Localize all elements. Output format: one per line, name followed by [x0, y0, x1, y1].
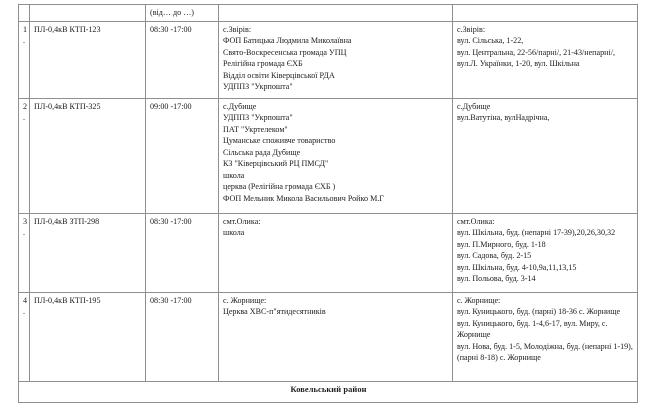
header-cell-line [30, 5, 146, 22]
table-header-row [19, 5, 638, 22]
object-line: школа [223, 170, 245, 180]
header-cell-objects [219, 5, 453, 22]
object-line: Релігійна громада ЄХБ [223, 59, 303, 69]
street-line: вул. Шкільна, буд. 4-10,9а,11,13,15 [457, 262, 577, 272]
object-line: ФОП Батицька Людмила Миколаївна [223, 36, 352, 46]
object-line: с.Дубище [223, 102, 257, 111]
object-line: школа [223, 228, 245, 238]
street-line: вул. Садова, буд. 2-15 [457, 251, 532, 261]
table-row [19, 214, 638, 293]
row-line-name: ПЛ-0,4кВ КТП-325 [30, 99, 146, 214]
row-time-range: 08:30 -17:00 [146, 293, 219, 382]
row-time-range: 08:30 -17:00 [146, 22, 219, 99]
object-line: с. Жорнище: [223, 296, 267, 305]
row-streets [453, 99, 638, 214]
table-footer-row [19, 382, 638, 403]
object-line: Сільська рада Дубище [223, 147, 301, 157]
street-line: вул. Центральна, 22-56/парні/, 21-43/непарні/, [457, 47, 615, 57]
object-line: УДППЗ "Укрпошта" [223, 113, 293, 123]
row-streets [453, 214, 638, 293]
row-objects [219, 22, 453, 99]
row-time-range: 08:30 -17:00 [146, 214, 219, 293]
header-cell-streets [453, 5, 638, 22]
row-objects [219, 293, 453, 382]
district-footer-cell [19, 382, 638, 403]
row-line-name: ПЛ-0,4кВ КТП-195 [30, 293, 146, 382]
object-line: церква (Релігійна громада ЄХБ ) [223, 182, 336, 192]
row-streets [453, 22, 638, 99]
table-row [19, 293, 638, 382]
street-line: с.Звірів: [457, 25, 486, 34]
row-line-name: ПЛ-0,4кВ КТП-123 [30, 22, 146, 99]
table-row [19, 99, 638, 214]
street-line: вул. Нова, буд. 1-5, Молодіжна, буд. (непарні 1-19), (парні 8-18) с. Жорнище [457, 341, 633, 363]
row-line-name: ПЛ-0,4кВ ЗТП-298 [30, 214, 146, 293]
street-line: вул.Ватутіна, вулНадрічна, [457, 113, 550, 123]
object-line: смт.Олика: [223, 217, 261, 226]
street-line: вул. Куницького, буд. (парні) 18-36 с. Жорнище [457, 307, 621, 317]
street-line: с. Жорнище: [457, 296, 501, 305]
row-objects [219, 99, 453, 214]
object-line: с.Звірів: [223, 25, 252, 34]
street-line: вул.Л. Українки, 1-20, вул. Шкільна [457, 59, 580, 69]
object-line: Цуманське споживче товариство [223, 136, 336, 146]
district-label: Ковельський район [290, 385, 367, 394]
object-line: ФОП Мельник Микола Васильович Ройко М.Г [223, 193, 384, 203]
row-number: 3. [19, 214, 30, 293]
street-line: вул. Польова, буд. 3-14 [457, 274, 536, 284]
object-line: УДППЗ "Укрпошта" [223, 82, 293, 92]
street-line: смт.Олика: [457, 217, 495, 226]
street-line: с.Дубище [457, 102, 491, 111]
row-streets [453, 293, 638, 382]
header-cell-time-range: (від… до …) [146, 5, 219, 22]
object-line: Відділ освіти Ківерцівської РДА [223, 70, 335, 80]
row-number: 2. [19, 99, 30, 214]
row-number: 4. [19, 293, 30, 382]
street-line: вул. Куницького, буд. 1-4,6-17, вул. Миру, с. Жорнище [457, 318, 608, 340]
row-time-range: 09:00 -17:00 [146, 99, 219, 214]
row-number: 1. [19, 22, 30, 99]
street-line: вул. Сільська, 1-22, [457, 36, 524, 46]
street-line: вул. Шкільна, буд. (непарні 17-39),20,26,30,32 [457, 228, 616, 238]
table-row [19, 22, 638, 99]
row-objects [219, 214, 453, 293]
power-outage-schedule-table [18, 4, 638, 403]
street-line: вул. П.Мирного, буд. 1-18 [457, 239, 546, 249]
object-line: ПАТ "Укртелеком" [223, 124, 288, 134]
object-line: Церква ХВС-п"ятидесятників [223, 307, 326, 317]
header-cell-number [19, 5, 30, 22]
object-line: КЗ "Ківерцівський РЦ ПМСД" [223, 159, 329, 169]
object-line: Свято-Воскресенська громада УПЦ [223, 47, 347, 57]
